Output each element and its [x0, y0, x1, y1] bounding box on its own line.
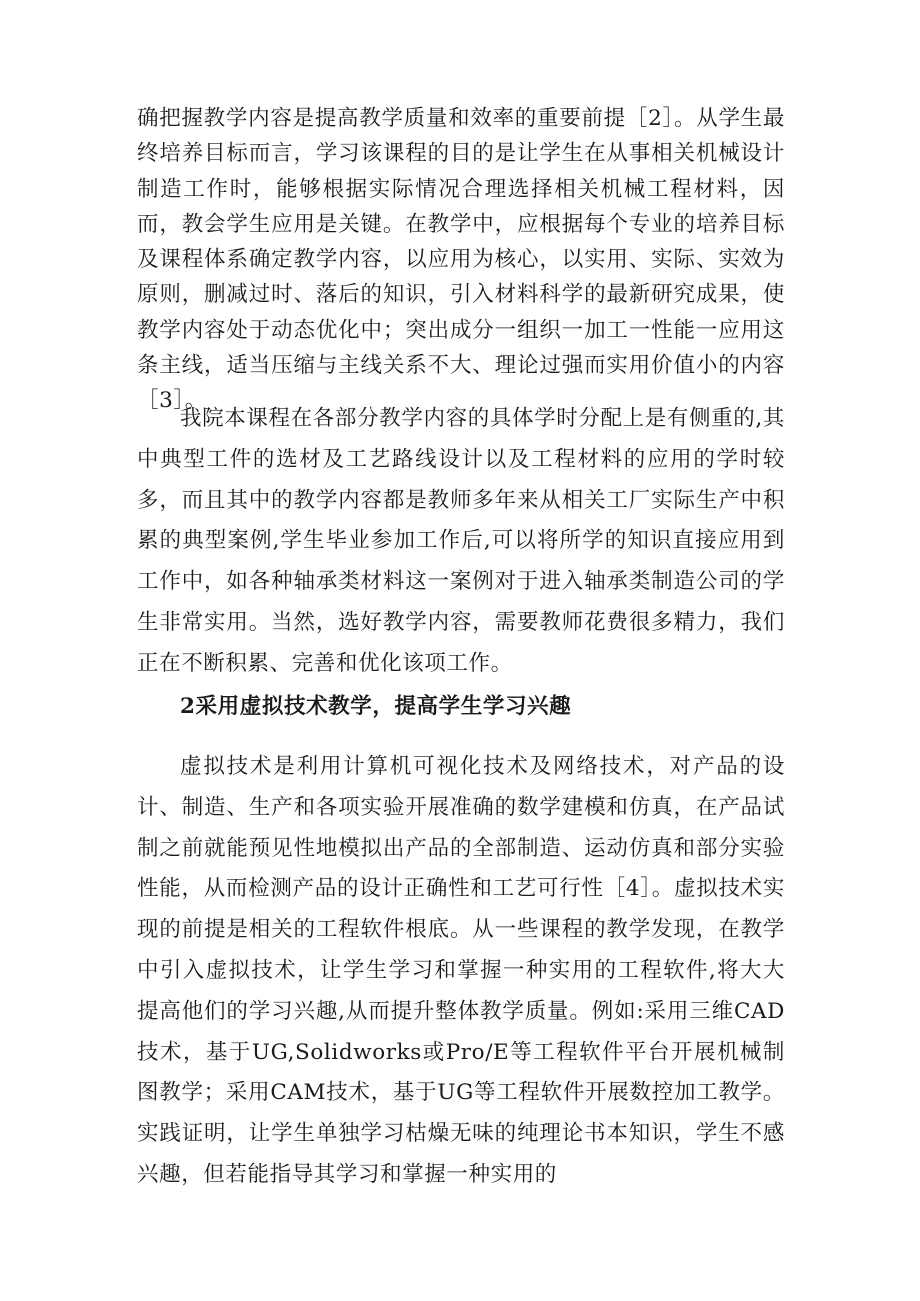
paragraph-teaching-content: 确把握教学内容是提高教学质量和效率的重要前提［2］。从学生最终培养目标而言，学习该课程的目的是让学生在从事相关机械设计制造工作时，能够根据实际情况合理选择相关机械工程材料，因而，教会学生应用是关键。在教学中，应根据每个专业的培养目标及课程体系确定教学内容，以应用为核心，以实用、实际、实效为原则，删减过时、落后的知识，引入材料科学的最新研究成果，使教学内容处于动态优化中；突出成分一组织一加工一性能一应用这条主线，适当压缩与主线关系不大、理论过强而实用价值小的内容［3］。: [137, 106, 785, 414]
paragraph-class-hours: 我院本课程在各部分教学内容的具体学时分配上是有侧重的,其中典型工件的选材及工艺路线设计以及工程材料的应用的学时较多，而且其中的教学内容都是教师多年来从相关工厂实际生产中积累的典型案例,学生毕业参加工作后,可以将所学的知识直接应用到工作中，如各种轴承类材料这一案例对于进入轴承类制造公司的学生非常实用。当然，选好教学内容，需要教师花费很多精力，我们正在不断积累、完善和优化该项工作。: [137, 406, 785, 676]
section-heading: 2采用虚拟技术教学，提高学生学习兴趣: [180, 694, 572, 719]
paragraph-virtual-technology: 虚拟技术是利用计算机可视化技术及网络技术，对产品的设计、制造、生产和各项实验开展准确的数学建模和仿真，在产品试制之前就能预见性地模拟出产品的全部制造、运动仿真和部分实验性能，从而检测产品的设计正确性和工艺可行性［4］。虚拟技术实现的前提是相关的工程软件根底。从一些课程的教学发现，在教学中引入虚拟技术，让学生学习和掌握一种实用的工程软件,将大大提高他们的学习兴趣,从而提升整体教学质量。例如:采用三维CAD技术，基于UG,Solidworks或Pro/E等工程软件平台开展机械制图教学；采用CAM技术，基于UG等工程软件开展数控加工教学。实践证明，让学生单独学习枯燥无味的纯理论书本知识，学生不感兴趣，但若能指导其学习和掌握一种实用的: [137, 754, 785, 1187]
